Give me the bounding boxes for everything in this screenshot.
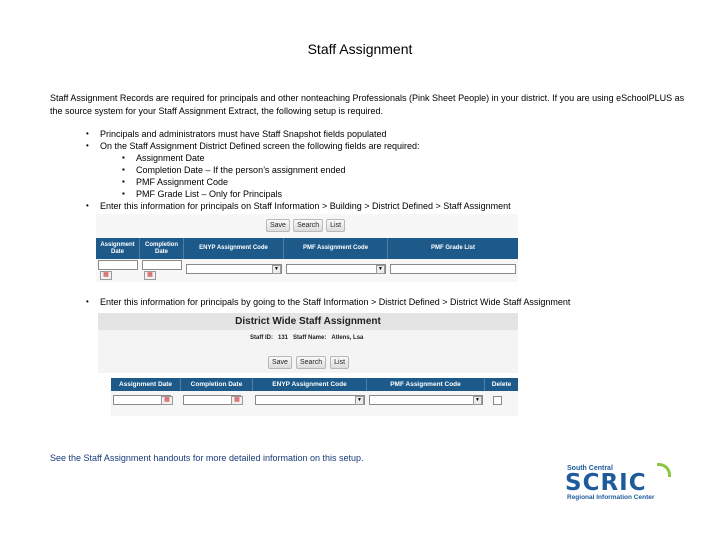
staff-info-line [250, 335, 368, 341]
building-staff-assignment-screenshot [96, 214, 518, 282]
square-bullet-icon: ▪ [122, 153, 125, 162]
bullet-text: Enter this information for principals by going to the Staff Information > District Defined > District Wide Staff Assignment [100, 297, 571, 307]
sub-bullet-item [122, 164, 511, 176]
bullet-dot-icon: • [86, 201, 89, 210]
bullet-text: Enter this information for principals on Staff Information > Building > District Defined > Staff Assignment [100, 201, 511, 211]
sub-bullet-item [122, 188, 511, 200]
district-wide-assignment-table [111, 378, 518, 416]
bullet-dot-icon: • [86, 129, 89, 138]
sub-bullet-item [122, 176, 511, 188]
sub-bullet-item [122, 152, 511, 164]
save-button[interactable]: Save [268, 356, 292, 369]
list-button[interactable]: List [326, 219, 345, 232]
sub-bullet-text: Completion Date – If the person’s assignment ended [136, 165, 346, 175]
logo-main-label: SCRIC [565, 470, 647, 496]
column-header-completion-date: Completion Date [181, 378, 253, 391]
table-header [96, 238, 518, 259]
logo-top-text: South Central [567, 465, 613, 472]
column-header-assignment-date: Assignment Date [111, 378, 181, 391]
sub-bullet-text: PMF Assignment Code [136, 177, 229, 187]
bullet-dot-icon: • [86, 297, 89, 306]
delete-checkbox[interactable] [493, 396, 502, 405]
bullet-item [86, 140, 511, 152]
completion-date-field[interactable] [142, 260, 182, 270]
bullet-text: On the Staff Assignment District Defined screen the following fields are required: [100, 141, 420, 151]
list-button[interactable]: List [330, 356, 349, 369]
sub-bullet-list [122, 152, 511, 200]
pmf-assignment-code-select[interactable] [286, 264, 386, 274]
square-bullet-icon: ▪ [122, 177, 125, 186]
bullet-item [86, 128, 511, 140]
column-header-enyp-code: ENYP Assignment Code [253, 378, 367, 391]
bullet-dot-icon: • [86, 141, 89, 150]
dropdown-arrow-icon[interactable]: ▼ [272, 265, 281, 274]
page-title: Staff Assignment [307, 41, 413, 57]
toolbar [268, 356, 349, 369]
toolbar [266, 219, 345, 232]
calendar-icon[interactable]: ▦ [100, 271, 112, 280]
enyp-assignment-code-select[interactable] [255, 395, 365, 405]
calendar-icon[interactable]: ▦ [161, 396, 173, 405]
calendar-icon[interactable]: ▦ [144, 271, 156, 280]
logo-bottom-text: Regional Information Center [567, 494, 655, 501]
search-button[interactable]: Search [293, 219, 323, 232]
column-header-enyp-code: ENYP Assignment Code [184, 238, 284, 259]
pmf-grade-list-field[interactable] [390, 264, 516, 274]
column-header-pmf-grade-list: PMF Grade List [430, 245, 475, 251]
column-header-pmf-code: PMF Assignment Code [367, 378, 485, 391]
bullet-list-2 [86, 296, 570, 308]
dropdown-arrow-icon[interactable]: ▼ [355, 396, 364, 405]
sub-bullet-text: PMF Grade List – Only for Principals [136, 189, 283, 199]
bullet-item [86, 296, 570, 308]
scric-logo [565, 465, 675, 507]
calendar-icon[interactable]: ▦ [231, 396, 243, 405]
intro-paragraph: Staff Assignment Records are required for principals and other nonteaching Professionals (Pink Sheet People) in your district. If you are using eSchoolPLUS as the source system for your Staff Assignment Extract, the following setup is required. [50, 93, 685, 116]
logo-main-text [565, 472, 675, 494]
screen-heading: District Wide Staff Assignment [98, 313, 518, 330]
district-wide-staff-assignment-screenshot [98, 313, 518, 373]
enyp-assignment-code-select[interactable] [186, 264, 282, 274]
square-bullet-icon: ▪ [122, 189, 125, 198]
column-header-completion-date: Completion Date [140, 238, 184, 259]
staff-name-label: Staff Name: [293, 335, 327, 341]
input-row [96, 260, 518, 280]
column-header-pmf-code: PMF Assignment Code [284, 238, 388, 259]
footer-note: See the Staff Assignment handouts for more detailed information on this setup. [50, 453, 364, 463]
square-bullet-icon: ▪ [122, 165, 125, 174]
bullet-list-1 [86, 128, 511, 212]
staff-name-value: Atlens, Lsa [331, 335, 364, 341]
staff-id-value: 131 [278, 335, 289, 341]
dropdown-arrow-icon[interactable]: ▼ [473, 396, 482, 405]
dropdown-arrow-icon[interactable]: ▼ [376, 265, 385, 274]
column-header-delete: Delete [491, 381, 512, 388]
search-button[interactable]: Search [296, 356, 326, 369]
assignment-date-field[interactable] [98, 260, 138, 270]
sub-bullet-text: Assignment Date [136, 153, 205, 163]
save-button[interactable]: Save [266, 219, 290, 232]
table-header [111, 378, 518, 391]
staff-id-label: Staff ID: [250, 335, 273, 341]
bullet-text: Principals and administrators must have Staff Snapshot fields populated [100, 129, 387, 139]
pmf-assignment-code-select[interactable] [369, 395, 483, 405]
column-header-assignment-date: Assignment Date [96, 238, 140, 259]
bullet-item [86, 200, 511, 212]
